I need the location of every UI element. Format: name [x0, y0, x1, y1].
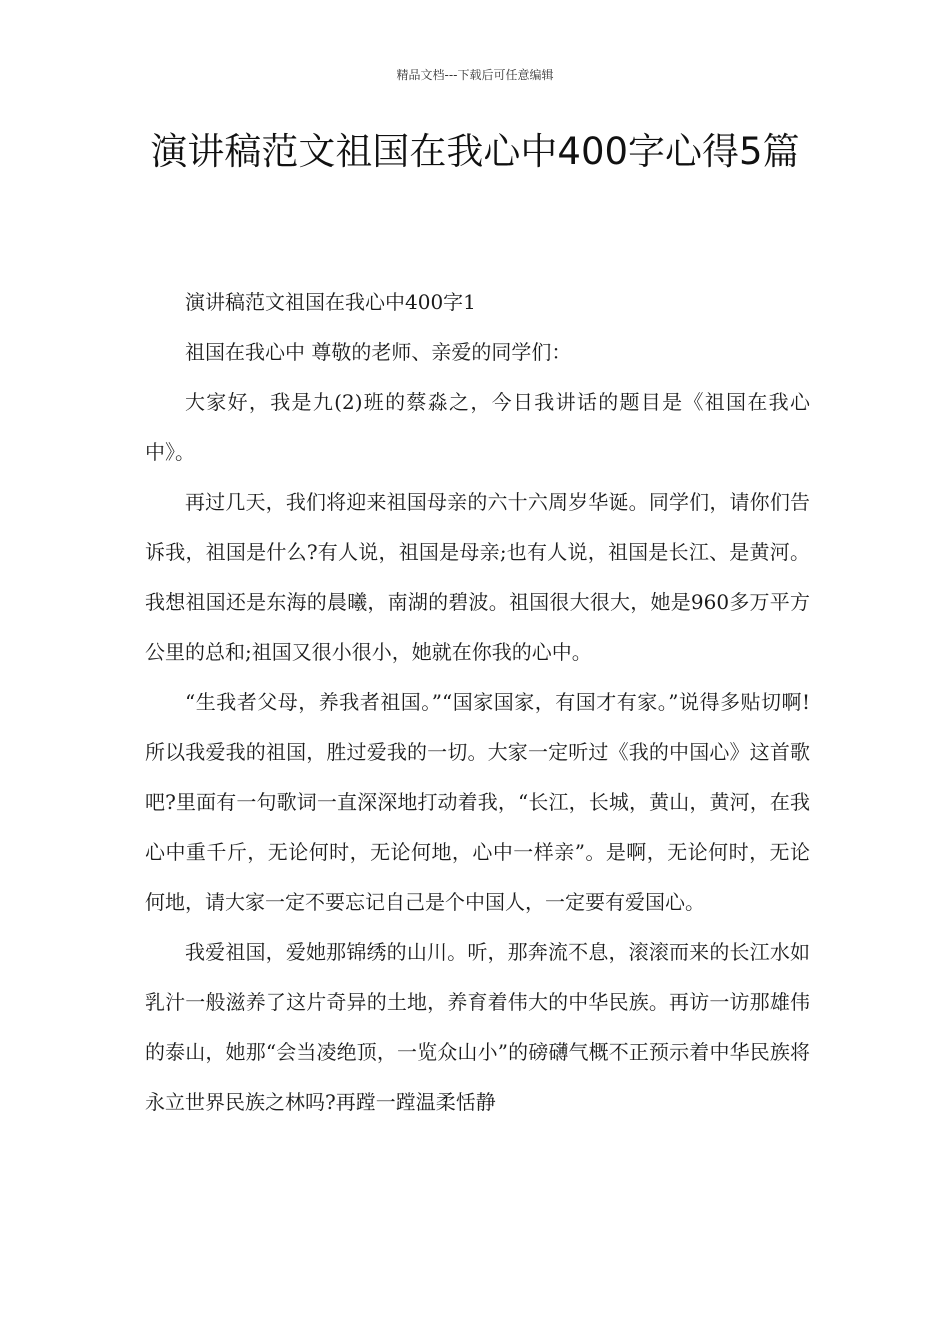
paragraph-what-is-motherland: 再过几天，我们将迎来祖国母亲的六十六周岁华诞。同学们，请你们告诉我，祖国是什么?有人说，祖国是母亲;也有人说，祖国是长江、是黄河。我想祖国还是东海的晨曦，南湖的碧波。祖国很大很大，她是960多万平方公里的总和;祖国又很小很小，她就在你我的心中。 — [145, 490, 810, 664]
paragraph-love-country: “生我者父母，养我者祖国。”“国家国家，有国才有家。”说得多贴切啊!所以我爱我的祖国，胜过爱我的一切。大家一定听过《我的中国心》这首歌吧?里面有一句歌词一直深深地打动着我，“长江，长城，黄山，黄河，在我心中重千斤，无论何时，无论何地，心中一样亲”。是啊，无论何时，无论何地，请大家一定不要忘记自己是个中国人，一定要有爱国心。 — [145, 690, 810, 914]
paragraph-mountains-rivers: 我爱祖国，爱她那锦绣的山川。听，那奔流不息，滚滚而来的长江水如乳汁一般滋养了这片奇异的土地，养育着伟大的中华民族。再访一访那雄伟的泰山，她那“会当凌绝顶，一览众山小”的磅礴气概不正预示着中华民族将永立世界民族之林吗?再蹚一蹚温柔恬静 — [145, 940, 810, 1114]
paragraph-greeting: 祖国在我心中 尊敬的老师、亲爱的同学们： — [185, 340, 572, 364]
paragraph-subtitle: 演讲稿范文祖国在我心中400字1 — [185, 290, 476, 314]
document-body — [145, 277, 810, 1127]
paragraph-intro: 大家好，我是九(2)班的蔡淼之，今日我讲话的题目是《祖国在我心中》。 — [145, 390, 810, 464]
header-note: 精品文档---下载后可任意编辑 — [396, 68, 554, 82]
document-title: 演讲稿范文祖国在我心中400字心得5篇 — [150, 130, 800, 173]
